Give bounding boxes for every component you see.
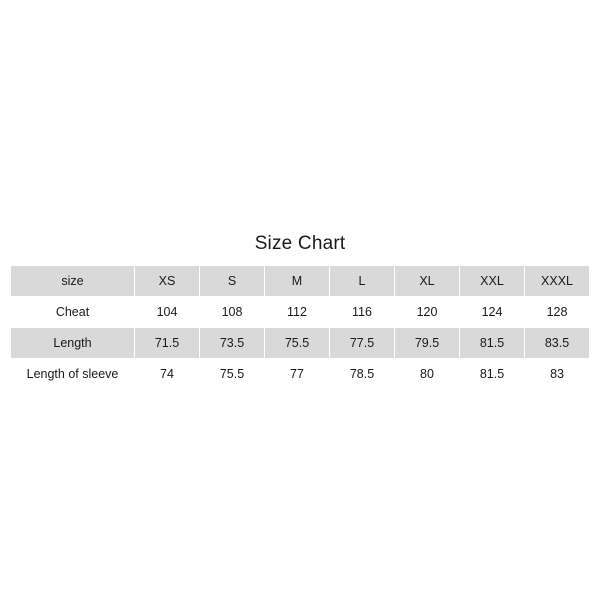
cell-length-s: 73.5 bbox=[200, 328, 265, 359]
cell-cheat-s: 108 bbox=[200, 297, 265, 328]
column-header-s: S bbox=[200, 266, 265, 297]
table-bottom-spacer bbox=[11, 390, 590, 449]
cell-length-xxl: 81.5 bbox=[460, 328, 525, 359]
cell-cheat-m: 112 bbox=[265, 297, 330, 328]
row-label-length: Length bbox=[11, 328, 135, 359]
cell-cheat-xxl: 124 bbox=[460, 297, 525, 328]
cell-sleeve-m: 77 bbox=[265, 359, 330, 390]
table-row bbox=[11, 359, 590, 390]
cell-sleeve-l: 78.5 bbox=[330, 359, 395, 390]
size-chart-container bbox=[10, 222, 590, 449]
column-header-size: size bbox=[11, 266, 135, 297]
cell-length-xl: 79.5 bbox=[395, 328, 460, 359]
cell-sleeve-s: 75.5 bbox=[200, 359, 265, 390]
row-label-length-of-sleeve: Length of sleeve bbox=[11, 359, 135, 390]
table-header-row bbox=[11, 266, 590, 297]
row-label-cheat: Cheat bbox=[11, 297, 135, 328]
cell-cheat-xxxl: 128 bbox=[525, 297, 590, 328]
size-chart-table bbox=[10, 222, 590, 449]
table-row bbox=[11, 328, 590, 359]
cell-sleeve-xl: 80 bbox=[395, 359, 460, 390]
cell-length-xxxl: 83.5 bbox=[525, 328, 590, 359]
column-header-xs: XS bbox=[135, 266, 200, 297]
column-header-xl: XL bbox=[395, 266, 460, 297]
column-header-xxl: XXL bbox=[460, 266, 525, 297]
column-header-l: L bbox=[330, 266, 395, 297]
column-header-m: M bbox=[265, 266, 330, 297]
cell-cheat-xs: 104 bbox=[135, 297, 200, 328]
column-header-xxxl: XXXL bbox=[525, 266, 590, 297]
cell-cheat-xl: 120 bbox=[395, 297, 460, 328]
cell-cheat-l: 116 bbox=[330, 297, 395, 328]
cell-length-l: 77.5 bbox=[330, 328, 395, 359]
spacer-cell bbox=[11, 390, 590, 449]
cell-length-m: 75.5 bbox=[265, 328, 330, 359]
table-row bbox=[11, 297, 590, 328]
cell-sleeve-xxxl: 83 bbox=[525, 359, 590, 390]
cell-sleeve-xs: 74 bbox=[135, 359, 200, 390]
table-title-row bbox=[11, 223, 590, 266]
page-title: Size Chart bbox=[11, 223, 590, 266]
cell-sleeve-xxl: 81.5 bbox=[460, 359, 525, 390]
cell-length-xs: 71.5 bbox=[135, 328, 200, 359]
